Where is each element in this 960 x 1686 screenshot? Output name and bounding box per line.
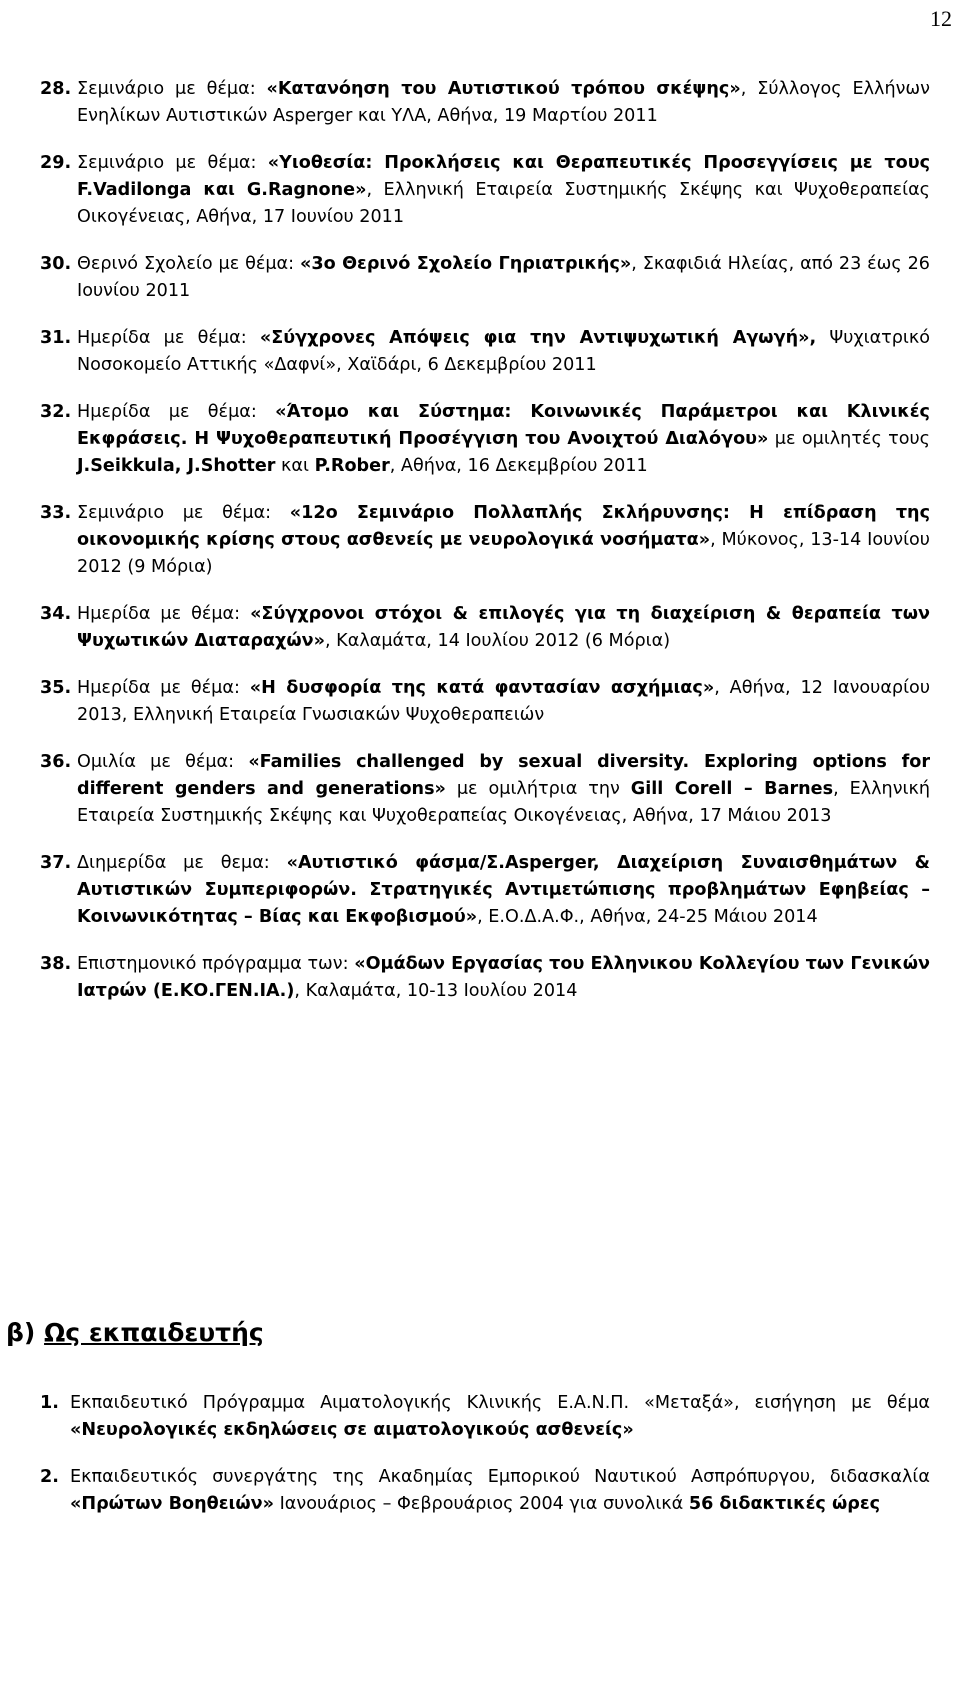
text: , Σκαφιδιά Ηλείας, από 23 έως 26 Ιουνίου 2011: [77, 254, 930, 301]
text: , Ελληνική Εταιρεία Συστημικής Σκέψης και Ψυχοθεραπείας Οικογένειας, Αθήνα, 17 Μάιου 2013: [77, 779, 930, 826]
list-item-text: [77, 749, 930, 830]
section-prefix: β): [6, 1318, 36, 1347]
list-item-number: 1.: [40, 1393, 59, 1413]
list-item-number: 37.: [40, 853, 72, 873]
text: Ημερίδα με θέμα:: [77, 678, 250, 698]
list-item-text: [77, 850, 930, 931]
list-item-number: 29.: [40, 153, 72, 173]
list-item: [40, 1464, 930, 1518]
text: με ομιλήτρια την: [445, 779, 631, 799]
bold-text: Gill Corell – Barnes: [630, 779, 834, 799]
list-item: [40, 76, 930, 130]
list-item-number: 32.: [40, 402, 72, 422]
list-item-text: [77, 675, 930, 729]
text: Ημερίδα με θέμα:: [77, 604, 251, 624]
list-item-text: [77, 76, 930, 130]
bold-text: J.Seikkula, J.Shotter: [77, 456, 276, 476]
text: Εκπαιδευτικός συνεργάτης της Ακαδημίας Εμπορικού Ναυτικού Ασπρόπυργου, διδασκαλία: [70, 1467, 930, 1487]
bold-text: P.Rober: [314, 456, 390, 476]
text: , Αθήνα, 16 Δεκεμβρίου 2011: [389, 456, 648, 476]
list-item-number: 31.: [40, 328, 72, 348]
list-item-number: 2.: [40, 1467, 59, 1487]
text: , Ε.Ο.Δ.Α.Φ., Αθήνα, 24-25 Μάιου 2014: [477, 907, 818, 927]
list-item-number: 33.: [40, 503, 72, 523]
list-item-text: [77, 601, 930, 655]
bold-text: «Άτομο και Σύστημα: Κοινωνικές Παράμετροι και Κλινικές Εκφράσεις. Η Ψυχοθεραπευτική Προσέγγιση του Ανοιχτού Διαλόγου»: [77, 402, 930, 449]
list-item-text: [70, 1464, 930, 1518]
list-item-number: 34.: [40, 604, 72, 624]
list-item-text: [77, 251, 930, 305]
bold-text: «12ο Σεμινάριο Πολλαπλής Σκλήρυνσης: Η επίδραση της οικονομικής κρίσης στους ασθενείς με νευρολογικά νοσήματα»: [77, 503, 930, 550]
list-item-number: 28.: [40, 79, 72, 99]
list-item: [40, 675, 930, 729]
list-item: [40, 150, 930, 231]
bold-text: «Νευρολογικές εκδηλώσεις σε αιματολογικούς ασθενείς»: [70, 1420, 634, 1440]
text: , Καλαμάτα, 14 Ιουλίου 2012 (6 Μόρια): [325, 631, 671, 651]
list-item: [40, 399, 930, 480]
text: Ημερίδα με θέμα:: [77, 328, 260, 348]
text: Διημερίδα με θεμα:: [77, 853, 287, 873]
bold-text: «Πρώτων Βοηθειών»: [70, 1494, 275, 1514]
bold-text: «3ο Θερινό Σχολείο Γηριατρικής»: [299, 254, 632, 274]
list-item-number: 35.: [40, 678, 72, 698]
text: Σεμινάριο με θέμα:: [77, 79, 267, 99]
list-item: [40, 951, 930, 1005]
text: Θερινό Σχολείο με θέμα:: [77, 254, 300, 274]
list-item: [40, 850, 930, 931]
bold-text: «Families challenged by sexual diversity. Exploring options for different genders and generations»: [77, 752, 930, 799]
text: , Μύκονος, 13-14 Ιουνίου 2012 (9 Μόρια): [77, 530, 930, 577]
text: Σεμινάριο με θέμα:: [77, 503, 290, 523]
text: , Σύλλογος Ελλήνων Ενηλίκων Αυτιστικών Asperger και ΥΛΑ, Αθήνα, 19 Μαρτίου 2011: [77, 79, 930, 126]
bold-text: «Υιοθεσία: Προκλήσεις και Θεραπευτικές Προσεγγίσεις με τους F.Vadilonga και G.Ragnone»: [77, 153, 931, 200]
list-item: [40, 251, 930, 305]
text: Ομιλία με θέμα:: [77, 752, 249, 772]
bold-text: «Αυτιστικό φάσμα/Σ.Asperger, Διαχείριση Συναισθημάτων & Αυτιστικών Συμπεριφορών. Στρατηγικές Αντιμετώπισης προβλημάτων Εφηβείας – Κοινωνικότητας – Βίας και Εκφοβισμού»: [77, 853, 930, 927]
list-item-text: [77, 325, 930, 379]
text: , Ελληνική Εταιρεία Συστημικής Σκέψης και Ψυχοθεραπείας Οικογένειας, Αθήνα, 17 Ιουνίου 2011: [77, 180, 930, 227]
bold-text: «Η δυσφορία της κατά φαντασίαν ασχήμιας»: [249, 678, 715, 698]
list-item-text: [77, 500, 930, 581]
bold-text: «Κατανόηση του Αυτιστικού τρόπου σκέψης»: [266, 79, 741, 99]
list-item-text: [77, 399, 930, 480]
list-item: [40, 601, 930, 655]
list-item: [40, 325, 930, 379]
text: Ιανουάριος – Φεβρουάριος 2004 για συνολικά: [274, 1494, 689, 1514]
text: , Καλαμάτα, 10-13 Ιουλίου 2014: [294, 981, 578, 1001]
text: Ψυχιατρικό Νοσοκομείο Αττικής «Δαφνί», Χαϊδάρι, 6 Δεκεμβρίου 2011: [77, 328, 931, 375]
list-item-text: [77, 150, 930, 231]
list-item-number: 36.: [40, 752, 72, 772]
bold-text: «Ομάδων Εργασίας του Ελληνικου Κολλεγίου των Γενικών Ιατρών (Ε.ΚΟ.ΓΕΝ.ΙΑ.): [77, 954, 930, 1001]
list-item-number: 30.: [40, 254, 72, 274]
text: Εκπαιδευτικό Πρόγραμμα Αιματολογικής Κλινικής Ε.Α.Ν.Π. «Μεταξά», εισήγηση με θέμα: [70, 1393, 930, 1413]
text: Σεμινάριο με θέμα:: [77, 153, 268, 173]
text: με ομιλητές τους: [768, 429, 930, 449]
page-number: 12: [930, 6, 952, 31]
text: και: [275, 456, 315, 476]
training-list: [40, 76, 930, 1025]
bold-text: «Σύγχρονοι στόχοι & επιλογές για τη διαχείριση & θεραπεία των Ψυχωτικών Διαταραχών»: [77, 604, 930, 651]
bold-text: «Σύγχρονες Απόψεις φια την Αντιψυχωτική Αγωγή»,: [259, 328, 817, 348]
list-item: [40, 500, 930, 581]
text: Επιστημονικό πρόγραμμα των:: [77, 954, 355, 974]
list-item: [40, 1390, 930, 1444]
list-item: [40, 749, 930, 830]
section-heading: [6, 1318, 264, 1347]
bold-text: 56 διδακτικές ώρες: [688, 1494, 881, 1514]
text: Ημερίδα με θέμα:: [77, 402, 276, 422]
section-title: Ως εκπαιδευτής: [44, 1318, 264, 1347]
list-item-text: [77, 951, 930, 1005]
educator-list: [40, 1390, 930, 1538]
list-item-number: 38.: [40, 954, 72, 974]
text: , Αθήνα, 12 Ιανουαρίου 2013, Ελληνική Εταιρεία Γνωσιακών Ψυχοθεραπειών: [77, 678, 930, 725]
list-item-text: [70, 1390, 930, 1444]
